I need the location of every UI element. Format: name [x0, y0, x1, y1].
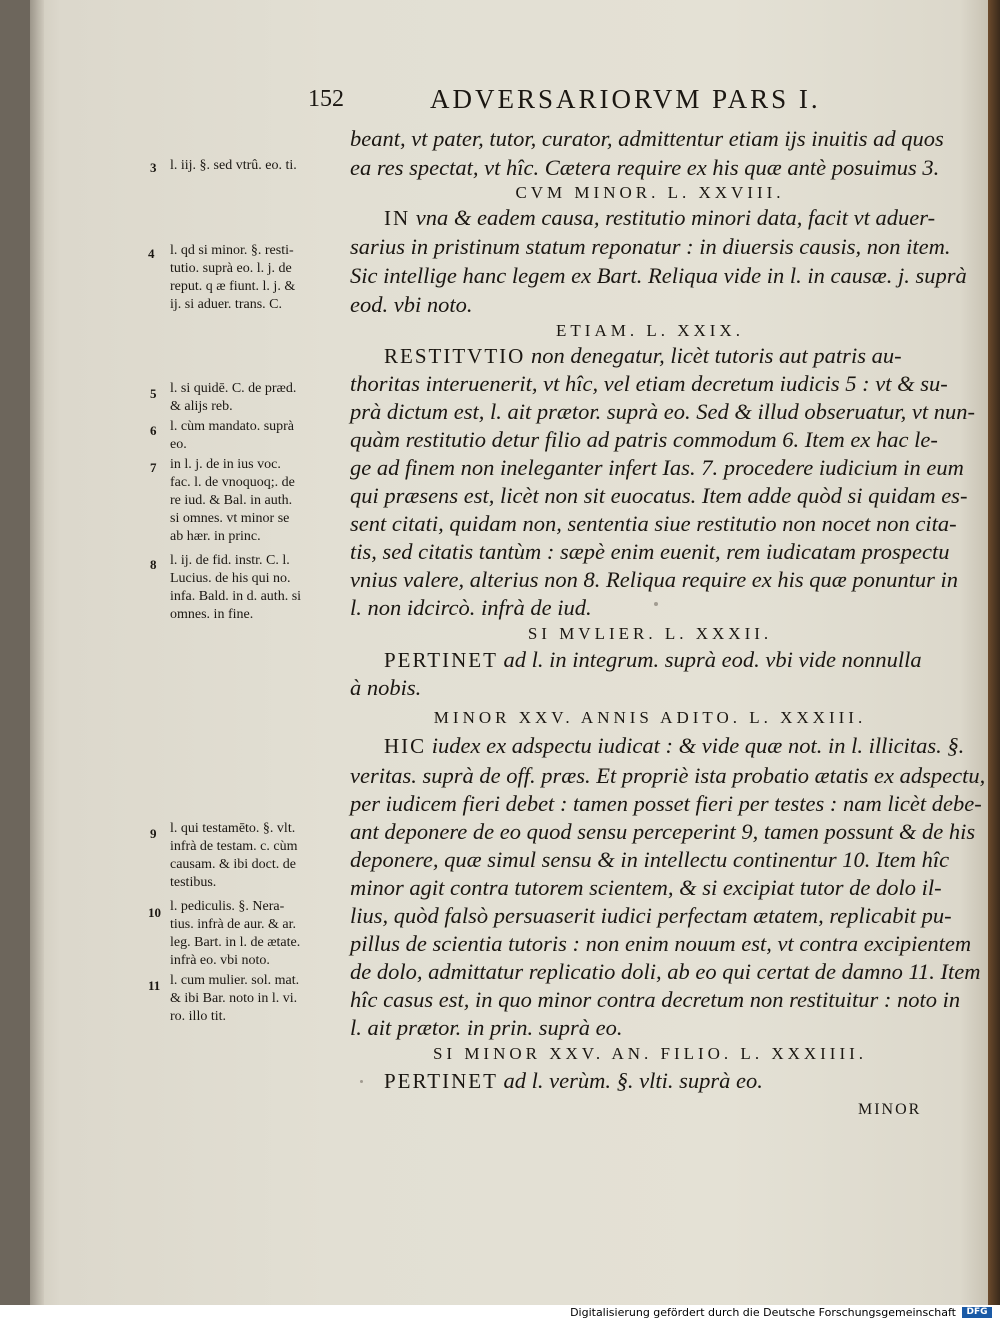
- marginal-note-number: 8: [150, 557, 157, 572]
- initial-caps: PERTINET: [384, 648, 498, 672]
- text-line: ant deponere de eo quod sensu perceperint 9, tamen possunt & de his: [350, 819, 976, 844]
- text-span: ad l. verùm. §. vlti. suprà eo.: [497, 1068, 763, 1093]
- section-heading: SI MINOR XXV. AN. FILIO. L. XXXIIII.: [432, 1044, 868, 1063]
- text-span: iudex ex adspectu iudicat : & vide quæ not. in l. illicitas. §.: [426, 733, 965, 758]
- section-heading: SI MVLIER. L. XXXII.: [527, 624, 773, 643]
- section-heading: ETIAM. L. XXIX.: [556, 321, 744, 340]
- text-line: sarius in pristinum statum reponatur : in diuersis causis, non item.: [350, 234, 951, 259]
- marginal-note-line: reput. q æ fiunt. l. j. &: [170, 279, 296, 294]
- marginal-note-line: in l. j. de in ius voc.: [170, 457, 281, 472]
- marginal-note-line: ro. illo tit.: [170, 1009, 226, 1024]
- running-head: ADVERSARIORVM PARS I.: [430, 84, 821, 114]
- text-line: lius, quòd falsò persuaserit iudici perfectam ætatem, replicabit pu-: [350, 903, 952, 928]
- text-line: de dolo, admittatur replicatio doli, ab eo qui certat de damno 11. Item: [350, 959, 981, 984]
- marginal-note-line: infa. Bald. in d. auth. si: [170, 589, 302, 604]
- initial-caps: HIC: [384, 734, 427, 758]
- marginal-note-line: infrà de testam. c. cùm: [170, 839, 298, 854]
- marginal-note-line: eo.: [170, 437, 187, 452]
- marginal-note-number: 5: [150, 386, 157, 401]
- text-line: deponere, quæ simul sensu & in intellectu continentur 10. Item hîc: [350, 847, 950, 872]
- text-span: vna & eadem causa, restitutio minori data, facit vt aduer-: [410, 205, 936, 230]
- marginal-note-number: 10: [148, 905, 161, 920]
- marginal-note-number: 3: [150, 160, 157, 175]
- text-line: per iudicem fieri debet : tamen posset fieri per testes : nam licèt debe-: [350, 791, 982, 816]
- marginal-note-line: leg. Bart. in l. de ætate.: [170, 935, 301, 950]
- ink-speck: [654, 602, 658, 606]
- marginal-note-line: l. iij. §. sed vtrû. eo. ti.: [170, 158, 297, 173]
- book-cover-edge: [988, 0, 1000, 1305]
- text-line: [384, 341, 950, 371]
- marginal-note-line: si omnes. vt minor se: [170, 511, 290, 526]
- marginal-note-line: Lucius. de his qui no.: [170, 571, 291, 586]
- marginal-note-line: fac. l. de vnoquoq;. de: [170, 475, 295, 490]
- text-line: l. non idcircò. infrà de iud.: [350, 595, 592, 620]
- page-number: 152: [308, 86, 344, 112]
- marginal-note-line: testibus.: [170, 875, 217, 890]
- initial-caps: RESTITVTIO: [384, 344, 526, 368]
- text-line: Sic intellige hanc legem ex Bart. Reliqua vide in l. in causæ. j. suprà: [350, 263, 967, 288]
- text-line: vnius valere, alterius non 8. Reliqua require ex his quæ ponuntur in: [350, 567, 959, 592]
- digitization-footer: [0, 1305, 1000, 1321]
- text-line: thoritas interuenerit, vt hîc, vel etiam decretum iudicis 5 : vt & su-: [350, 371, 948, 396]
- marginal-note-line: ab hær. in princ.: [170, 529, 261, 544]
- text-line: qui præsens est, licèt non sit euocatus. Item adde quòd si quidam es-: [350, 483, 968, 508]
- marginal-note-line: omnes. in fine.: [170, 607, 254, 622]
- marginal-note-line: l. cùm mandato. suprà: [170, 419, 295, 434]
- marginal-note-line: & ibi Bar. noto in l. vi.: [170, 991, 298, 1006]
- marginal-note-number: 4: [148, 246, 155, 261]
- text-line: pillus de scientia tutoris : non enim nouum est, vt contra excipientem: [350, 931, 972, 956]
- marginal-note-number: 6: [150, 423, 157, 438]
- marginal-note-line: ij. si aduer. trans. C.: [170, 297, 282, 312]
- marginal-note-line: tius. infrà de aur. & ar.: [170, 917, 296, 932]
- text-span: non denegatur, licèt tutoris aut patris au-: [525, 343, 902, 368]
- initial-caps: PERTINET: [384, 1069, 498, 1093]
- marginal-note-line: l. qd si minor. §. resti-: [170, 243, 294, 258]
- text-line: [384, 645, 950, 675]
- marginal-note-number: 7: [150, 460, 157, 475]
- marginal-note-line: l. qui testamēto. §. vlt.: [170, 821, 296, 836]
- ink-speck: [360, 1080, 363, 1083]
- footer-credit: Digitalisierung gefördert durch die Deutsche Forschungsgemeinschaft: [570, 1306, 956, 1319]
- text-line: [384, 203, 950, 233]
- marginal-note-line: l. pediculis. §. Nera-: [170, 899, 285, 914]
- text-line: [384, 731, 965, 761]
- text-line: ge ad finem non ineleganter infert Ias. 7. procedere iudicium in eum: [350, 455, 964, 480]
- text-span: ad l. in integrum. suprà eod. vbi vide nonnulla: [497, 647, 922, 672]
- section-heading: CVM MINOR. L. XXVIII.: [515, 183, 785, 202]
- marginal-note-line: l. si quidē. C. de præd.: [170, 381, 297, 396]
- text-line: minor agit contra tutorem scientem, & si excipiat tutor de dolo il-: [350, 875, 942, 900]
- text-line: beant, vt pater, tutor, curator, admittentur etiam ijs inuitis ad quos: [350, 126, 944, 151]
- section-heading: MINOR XXV. ANNIS ADITO. L. XXXIII.: [433, 708, 867, 727]
- marginal-note-line: causam. & ibi doct. de: [170, 857, 296, 872]
- marginal-note-number: 11: [148, 978, 161, 993]
- text-line: tis, sed citatis tantùm : sæpè enim euenit, rem iudicatam prospectu: [350, 539, 950, 564]
- text-line: [384, 1066, 950, 1096]
- binding-edge: [30, 0, 44, 1305]
- dfg-logo: DFG: [962, 1307, 992, 1318]
- text-line: l. ait prætor. in prin. suprà eo.: [350, 1015, 623, 1040]
- text-line: quàm restitutio detur filio ad patris commodum 6. Item ex hac le-: [350, 427, 938, 452]
- text-line: à nobis.: [350, 675, 422, 700]
- marginal-note-line: infrà eo. vbi noto.: [170, 953, 270, 968]
- text-line: hîc casus est, in quo minor contra decretum non restituitur : noto in: [350, 987, 961, 1012]
- text-line: sent citati, quidam non, sententia siue restitutio non nocet non cita-: [350, 511, 957, 536]
- initial-caps: IN: [384, 206, 411, 230]
- catchword: MINOR: [858, 1101, 922, 1118]
- text-line: veritas. suprà de off. præs. Et propriè ista probatio ætatis ex adspectu,: [350, 763, 986, 788]
- marginal-note-line: tutio. suprà eo. l. j. de: [170, 261, 292, 276]
- marginal-note-line: & alijs reb.: [170, 399, 233, 414]
- marginal-note-line: re iud. & Bal. in auth.: [170, 493, 293, 508]
- text-line: prà dictum est, l. ait prætor. suprà eo. Sed & illud obseruatur, vt nun-: [350, 399, 976, 424]
- text-line: eod. vbi noto.: [350, 292, 473, 317]
- text-line: ea res spectat, vt hîc. Cætera require ex his quæ antè posuimus 3.: [350, 155, 940, 180]
- marginal-note-line: l. ij. de fid. instr. C. l.: [170, 553, 290, 568]
- marginal-note-line: l. cum mulier. sol. mat.: [170, 973, 300, 988]
- marginal-note-number: 9: [150, 826, 157, 841]
